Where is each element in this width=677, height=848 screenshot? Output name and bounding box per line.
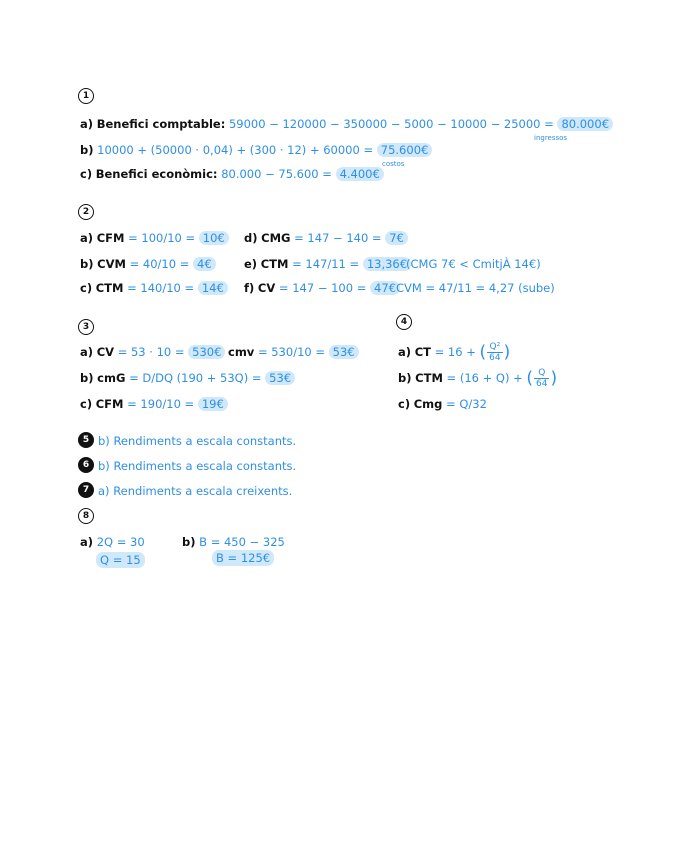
s1-c-expr: 80.000 − 75.600 = xyxy=(221,167,332,181)
s3-c-key: CFM xyxy=(95,397,124,411)
section-1-number: 1 xyxy=(78,88,94,104)
s4-c-key: Cmg xyxy=(413,397,443,411)
s7-text: a) Rendiments a escala creixents. xyxy=(98,484,293,498)
s2-f-expr: = 147 − 100 = xyxy=(278,281,367,295)
s2-line-d xyxy=(244,230,408,246)
section-2-number: 2 xyxy=(78,204,94,220)
s2-f-result: 47€ xyxy=(370,281,400,295)
s1-b-label: b) xyxy=(80,143,94,157)
s1-a-expr: 59000 − 120000 − 350000 − 5000 − 10000 − 25000 = xyxy=(228,117,554,131)
s3-line-b xyxy=(80,370,295,386)
s4-a-frac-bottom: 64 xyxy=(489,353,501,363)
s3-line-c xyxy=(80,396,228,412)
section-6-number: 6 xyxy=(78,457,94,473)
s2-c-key: CTM xyxy=(95,281,124,295)
s8-a-result: Q = 15 xyxy=(96,552,145,568)
s4-b-frac-top: Q xyxy=(534,368,549,379)
s1-a-key: Benefici comptable: xyxy=(96,117,226,131)
s4-a-frac-top: Q² xyxy=(487,342,502,353)
s3-b-key: cmG xyxy=(97,371,126,385)
s4-line-b: b) CTM = (16 + Q) + ( $\frac{Q}{64}$ ) xyxy=(398,368,558,389)
s2-d-expr: = 147 − 140 = xyxy=(294,231,382,245)
s4-a-label: a) xyxy=(398,345,412,359)
s3-line-a2 xyxy=(228,344,359,360)
s4-b-expr: = (16 + Q) + xyxy=(446,371,523,385)
s2-d-result: 7€ xyxy=(385,231,408,245)
s1-line-c xyxy=(80,166,384,182)
s4-b-key: CTM xyxy=(415,371,443,385)
s6-text: b) Rendiments a escala constants. xyxy=(98,459,297,473)
s2-b-label: b) xyxy=(80,257,94,271)
s4-c-expr: = Q/32 xyxy=(446,397,487,411)
s4-line-a: a) CT = 16 + ( $\frac{\text{Q²}}{64}$ ) xyxy=(398,342,511,363)
s3-a2-expr: = 530/10 = xyxy=(257,345,325,359)
s2-line-f xyxy=(244,280,400,296)
s3-a-result: 530€ xyxy=(188,345,225,359)
s1-b-result: 75.600€ xyxy=(377,143,433,157)
section-5-number: 5 xyxy=(78,432,94,448)
s3-b-expr: = D/DQ (190 + 53Q) = xyxy=(129,371,262,385)
s3-b-result: 53€ xyxy=(265,371,295,385)
s2-line-a xyxy=(80,230,229,246)
s2-e-key: CTM xyxy=(260,257,289,271)
s8-a-label: a) xyxy=(80,535,94,549)
section-7-number: 7 xyxy=(78,482,94,498)
s2-b-result: 4€ xyxy=(193,257,216,271)
s8-line-b xyxy=(182,534,285,550)
s4-a-fraction xyxy=(487,342,502,363)
section-4-number: 4 xyxy=(396,314,412,330)
s1-c-result: 4.400€ xyxy=(336,167,384,181)
s2-e-note: (CMG 7€ < CmitjÀ 14€) xyxy=(406,257,541,271)
s1-c-key: Benefici econòmic: xyxy=(95,167,218,181)
s8-b-result: B = 125€ xyxy=(212,550,274,566)
s3-a-label: a) xyxy=(80,345,94,359)
s2-d-label: d) xyxy=(244,231,258,245)
s2-e-expr: = 147/11 = xyxy=(292,257,360,271)
s1-a-note: ingressos xyxy=(534,134,568,142)
s4-a-key: CT xyxy=(414,345,431,359)
s2-c-result: 14€ xyxy=(198,281,228,295)
s2-f-note: CVM = 47/11 = 4,27 (sube) xyxy=(396,281,555,295)
s3-a-expr: = 53 · 10 = xyxy=(117,345,185,359)
s1-c-label: c) xyxy=(80,167,93,181)
s2-b-key: CVM xyxy=(97,257,126,271)
s8-b-expr: B = 450 − 325 xyxy=(199,535,285,549)
s2-a-label: a) xyxy=(80,231,94,245)
s4-c-label: c) xyxy=(398,397,411,411)
s2-c-expr: = 140/10 = xyxy=(127,281,195,295)
s1-a-label: a) xyxy=(80,117,94,131)
s3-a-key: CV xyxy=(96,345,115,359)
s2-f-label: f) xyxy=(244,281,255,295)
s8-line-a xyxy=(80,534,145,550)
s2-a-key: CFM xyxy=(96,231,125,245)
s3-a2-result: 53€ xyxy=(329,345,359,359)
s8-a-expr: 2Q = 30 xyxy=(96,535,145,549)
s2-e-result: 13,36€ xyxy=(363,257,411,271)
s1-b-note: costos xyxy=(382,160,405,168)
s4-b-label: b) xyxy=(398,371,412,385)
s8-b-label: b) xyxy=(182,535,196,549)
s1-a-result: 80.000€ xyxy=(557,117,613,131)
s4-b-frac-bottom: 64 xyxy=(536,379,548,389)
s2-a-result: 10€ xyxy=(199,231,229,245)
s3-line-a xyxy=(80,344,225,360)
s2-line-e xyxy=(244,256,411,272)
s3-c-result: 19€ xyxy=(198,397,228,411)
s2-c-label: c) xyxy=(80,281,93,295)
s2-a-expr: = 100/10 = xyxy=(128,231,196,245)
s2-line-b xyxy=(80,256,216,272)
s1-b-expr: 10000 + (50000 · 0,04) + (300 · 12) + 60000 = xyxy=(97,143,374,157)
s5-text: b) Rendiments a escala constants. xyxy=(98,434,297,448)
s1-line-a xyxy=(80,116,613,132)
s3-c-label: c) xyxy=(80,397,93,411)
s3-b-label: b) xyxy=(80,371,94,385)
s3-c-expr: = 190/10 = xyxy=(127,397,195,411)
s4-b-fraction xyxy=(534,368,549,389)
s2-f-key: CV xyxy=(257,281,276,295)
s4-a-expr: = 16 + xyxy=(434,345,476,359)
s3-a2-key: cmv xyxy=(228,345,255,359)
s2-e-label: e) xyxy=(244,257,258,271)
s4-line-c xyxy=(398,396,487,412)
s1-line-b xyxy=(80,142,432,158)
s2-line-c xyxy=(80,280,228,296)
s2-d-key: CMG xyxy=(261,231,291,245)
section-3-number: 3 xyxy=(78,319,94,335)
s2-b-expr: = 40/10 = xyxy=(129,257,190,271)
section-8-number: 8 xyxy=(78,508,94,524)
